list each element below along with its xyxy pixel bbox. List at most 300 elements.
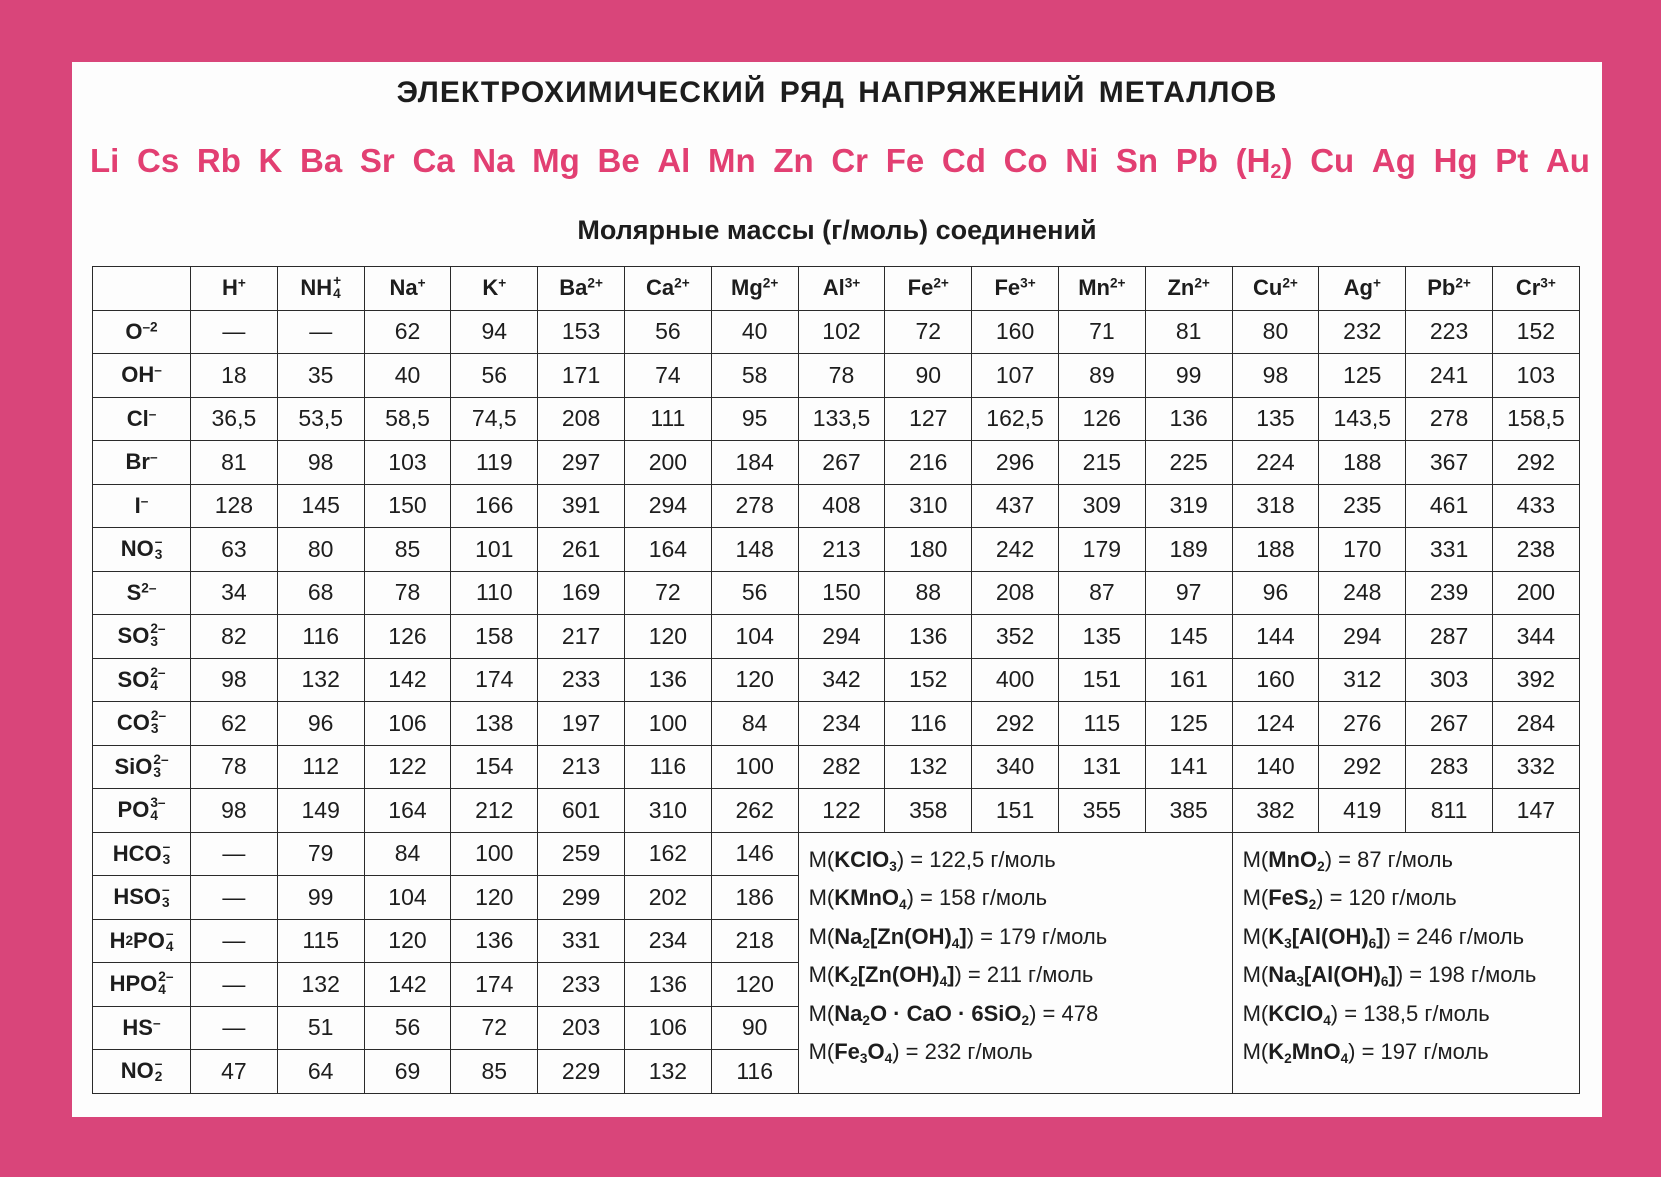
formula-line: $M(K_3[Al(OH)_6]) = 246$ г/моль (1242, 923, 1525, 951)
molar-mass-cell: 208 (972, 571, 1059, 615)
molar-mass-cell: 170 (1319, 528, 1406, 572)
molar-mass-cell: 284 (1492, 702, 1579, 746)
molar-mass-cell: 303 (1406, 658, 1493, 702)
molar-mass-cell: 188 (1319, 441, 1406, 485)
molar-mass-cell: 239 (1406, 571, 1493, 615)
molar-mass-cell: 233 (538, 658, 625, 702)
series-metal: $(H_2)$ (1235, 142, 1293, 183)
molar-mass-cell: 283 (1406, 745, 1493, 789)
cation-header: $Cr^{3+}$ (1492, 267, 1579, 311)
molar-mass-cell: 203 (538, 1006, 625, 1050)
header-row (93, 267, 1580, 311)
table-row (93, 484, 1580, 528)
molar-mass-cell: 84 (364, 832, 451, 876)
molar-mass-cell: 35 (277, 354, 364, 398)
formulas-right-block (1232, 832, 1579, 1093)
molar-mass-cell: 78 (191, 745, 278, 789)
molar-mass-cell: 132 (277, 963, 364, 1007)
molar-mass-cell: 292 (1319, 745, 1406, 789)
molar-mass-cell: 276 (1319, 702, 1406, 746)
molar-mass-cell: 78 (798, 354, 885, 398)
molar-mass-cell: 131 (1058, 745, 1145, 789)
molar-mass-cell: 319 (1145, 484, 1232, 528)
molar-mass-cell: 267 (1406, 702, 1493, 746)
series-metal: Ca (412, 142, 455, 179)
formula-line: M(KClO$_4$) = 138,5 г/моль (1242, 1000, 1490, 1028)
formula-line: $M(K_2[Zn(OH)_4]) = 211$ г/моль (808, 962, 1094, 990)
molar-mass-cell: 136 (624, 658, 711, 702)
series-metal: Fe (885, 142, 925, 179)
molar-mass-cell: 148 (711, 528, 798, 572)
molar-mass-cell: 136 (624, 963, 711, 1007)
molar-mass-cell: 81 (191, 441, 278, 485)
molar-mass-cell: 98 (191, 658, 278, 702)
anion-header: NO – 3 (93, 528, 191, 572)
cation-header: $Mn^{2+}$ (1058, 267, 1145, 311)
molar-mass-cell: 136 (451, 919, 538, 963)
molar-mass-cell: 141 (1145, 745, 1232, 789)
molar-mass-cell: 135 (1058, 615, 1145, 659)
molar-mass-cell: 189 (1145, 528, 1232, 572)
molar-mass-cell: 332 (1492, 745, 1579, 789)
molar-mass-cell: 234 (798, 702, 885, 746)
molar-mass-cell: 299 (538, 876, 625, 920)
anion-header: SO 2– 3 (93, 615, 191, 659)
molar-mass-cell: 111 (624, 397, 711, 441)
molar-mass-cell: 56 (364, 1006, 451, 1050)
molar-mass-cell: 140 (1232, 745, 1319, 789)
molar-mass-cell: 145 (277, 484, 364, 528)
molar-mass-cell: 103 (1492, 354, 1579, 398)
molar-mass-cell: 142 (364, 963, 451, 1007)
table-row (93, 310, 1580, 354)
molar-mass-cell: 107 (972, 354, 1059, 398)
molar-mass-cell: 158,5 (1492, 397, 1579, 441)
molar-mass-cell: 132 (885, 745, 972, 789)
molar-mass-cell: 150 (364, 484, 451, 528)
cation-header: $Fe^{2+}$ (885, 267, 972, 311)
molar-mass-cell: 96 (277, 702, 364, 746)
molar-mass-cell: 197 (538, 702, 625, 746)
molar-mass-cell: 278 (1406, 397, 1493, 441)
table-row (93, 832, 1580, 876)
molar-mass-cell: 169 (538, 571, 625, 615)
series-metal: Mg (532, 142, 580, 179)
molar-mass-cell: 248 (1319, 571, 1406, 615)
molar-mass-cell: 151 (1058, 658, 1145, 702)
molar-mass-cell: 166 (451, 484, 538, 528)
molar-mass-cell: 132 (624, 1050, 711, 1094)
molar-mass-cell: 186 (711, 876, 798, 920)
page-title: ЭЛЕКТРОХИМИЧЕСКИЙ РЯД НАПРЯЖЕНИЙ МЕТАЛЛОВ (396, 76, 1278, 109)
molar-mass-table (92, 266, 1580, 1094)
series-metal: Hg (1433, 142, 1478, 179)
table-row (93, 441, 1580, 485)
molar-mass-cell: 112 (277, 745, 364, 789)
molar-mass-cell: 294 (798, 615, 885, 659)
molar-mass-cell: 94 (451, 310, 538, 354)
molar-mass-cell: 238 (1492, 528, 1579, 572)
molar-mass-cell: — (191, 832, 278, 876)
table-subtitle: Молярные массы (г/моль) соединений (577, 215, 1097, 245)
molar-mass-cell: 235 (1319, 484, 1406, 528)
molar-mass-cell: 80 (277, 528, 364, 572)
molar-mass-cell: 143,5 (1319, 397, 1406, 441)
molar-mass-cell: 331 (538, 919, 625, 963)
molar-mass-cell: 95 (711, 397, 798, 441)
molar-mass-cell: 419 (1319, 789, 1406, 833)
molar-mass-cell: 63 (191, 528, 278, 572)
molar-mass-cell: 312 (1319, 658, 1406, 702)
molar-mass-cell: 89 (1058, 354, 1145, 398)
molar-mass-cell: 136 (885, 615, 972, 659)
molar-mass-cell: 202 (624, 876, 711, 920)
series-metal: Rb (196, 142, 241, 179)
molar-mass-cell: 68 (277, 571, 364, 615)
molar-mass-cell: 262 (711, 789, 798, 833)
molar-mass-cell: 342 (798, 658, 885, 702)
molar-mass-cell: 331 (1406, 528, 1493, 572)
molar-mass-cell: 74 (624, 354, 711, 398)
table-row (93, 528, 1580, 572)
molar-mass-cell: 224 (1232, 441, 1319, 485)
cation-header: NH + 4 (277, 267, 364, 311)
molar-mass-cell: 292 (1492, 441, 1579, 485)
molar-mass-cell: 164 (364, 789, 451, 833)
molar-mass-cell: 47 (191, 1050, 278, 1094)
molar-mass-cell: 180 (885, 528, 972, 572)
series-metal: Ag (1371, 142, 1416, 179)
molar-mass-cell: 81 (1145, 310, 1232, 354)
molar-mass-cell: 100 (624, 702, 711, 746)
table-row (93, 397, 1580, 441)
molar-mass-cell: 153 (538, 310, 625, 354)
molar-mass-cell: 287 (1406, 615, 1493, 659)
molar-mass-cell: 36,5 (191, 397, 278, 441)
molar-mass-cell: 56 (711, 571, 798, 615)
molar-mass-cell: 309 (1058, 484, 1145, 528)
series-metal: Sn (1115, 142, 1159, 179)
molar-mass-cell: 146 (711, 832, 798, 876)
anion-header: $S^{2-}$ (93, 571, 191, 615)
molar-mass-cell: 811 (1406, 789, 1493, 833)
molar-mass-cell: 132 (277, 658, 364, 702)
molar-mass-cell: 223 (1406, 310, 1493, 354)
molar-mass-cell: 79 (277, 832, 364, 876)
table-row (93, 702, 1580, 746)
molar-mass-cell: 152 (1492, 310, 1579, 354)
molar-mass-cell: 234 (624, 919, 711, 963)
molar-mass-cell: 102 (798, 310, 885, 354)
molar-mass-cell: 120 (711, 658, 798, 702)
molar-mass-cell: 151 (972, 789, 1059, 833)
series-metal: Cu (1310, 142, 1355, 179)
molar-mass-cell: 71 (1058, 310, 1145, 354)
series-metal: Na (472, 142, 515, 179)
molar-mass-cell: 179 (1058, 528, 1145, 572)
molar-mass-cell: 119 (451, 441, 538, 485)
molar-mass-cell: 116 (885, 702, 972, 746)
molar-mass-cell: 433 (1492, 484, 1579, 528)
molar-mass-cell: — (191, 919, 278, 963)
molar-mass-cell: 358 (885, 789, 972, 833)
molar-mass-cell: 78 (364, 571, 451, 615)
molar-mass-cell: 18 (191, 354, 278, 398)
cation-header: $Al^{3+}$ (798, 267, 885, 311)
molar-mass-cell: 84 (711, 702, 798, 746)
molar-mass-cell: 62 (191, 702, 278, 746)
molar-mass-cell: 120 (451, 876, 538, 920)
molar-mass-cell: 154 (451, 745, 538, 789)
molar-mass-cell: 104 (711, 615, 798, 659)
molar-mass-cell: — (191, 963, 278, 1007)
molar-mass-cell: 267 (798, 441, 885, 485)
molar-mass-cell: 382 (1232, 789, 1319, 833)
molar-mass-cell: 128 (191, 484, 278, 528)
molar-mass-cell: — (191, 310, 278, 354)
molar-mass-cell: 145 (1145, 615, 1232, 659)
series-metal: Pt (1495, 142, 1529, 179)
formula-line: $M(K_2MnO_4) = 197$ г/моль (1242, 1039, 1489, 1067)
series-metal: Cd (941, 142, 986, 179)
molar-mass-cell: — (191, 876, 278, 920)
molar-mass-cell: 74,5 (451, 397, 538, 441)
molar-mass-cell: 64 (277, 1050, 364, 1094)
molar-mass-cell: 437 (972, 484, 1059, 528)
molar-mass-cell: 218 (711, 919, 798, 963)
molar-mass-cell: 318 (1232, 484, 1319, 528)
molar-mass-cell: 400 (972, 658, 1059, 702)
reference-card (72, 62, 1602, 1117)
molar-mass-cell: 72 (885, 310, 972, 354)
molar-mass-cell: 352 (972, 615, 1059, 659)
anion-header: CO 2– 3 (93, 702, 191, 746)
molar-mass-cell: 200 (624, 441, 711, 485)
cation-header: $Pb^{2+}$ (1406, 267, 1493, 311)
anion-header: HPO 2– 4 (93, 963, 191, 1007)
molar-mass-cell: 126 (1058, 397, 1145, 441)
molar-mass-cell: 147 (1492, 789, 1579, 833)
molar-mass-cell: 98 (277, 441, 364, 485)
anion-header: HSO – 3 (93, 876, 191, 920)
cation-header: H+ (191, 267, 278, 311)
molar-mass-cell: 162,5 (972, 397, 1059, 441)
molar-mass-cell: 72 (624, 571, 711, 615)
formula-line: $M(Na_2[Zn(OH)_4]) = 179$ г/моль (808, 923, 1108, 951)
molar-mass-cell: 88 (885, 571, 972, 615)
molar-mass-cell: 340 (972, 745, 1059, 789)
anion-header: OH– (93, 354, 191, 398)
molar-mass-cell: 259 (538, 832, 625, 876)
molar-mass-cell: 294 (624, 484, 711, 528)
molar-mass-cell: 392 (1492, 658, 1579, 702)
molar-mass-cell: 213 (538, 745, 625, 789)
molar-mass-cell: 116 (711, 1050, 798, 1094)
molar-mass-cell: 58 (711, 354, 798, 398)
cation-header: $Ba^{2+}$ (538, 267, 625, 311)
molar-mass-cell: 100 (711, 745, 798, 789)
corner-cell (93, 267, 191, 311)
molar-mass-cell: 87 (1058, 571, 1145, 615)
molar-mass-cell: 34 (191, 571, 278, 615)
molar-mass-cell: 124 (1232, 702, 1319, 746)
molar-mass-cell: 90 (885, 354, 972, 398)
anion-header: SiO 2– 3 (93, 745, 191, 789)
series-metal: Zn (773, 142, 814, 179)
molar-mass-cell: 56 (451, 354, 538, 398)
molar-mass-cell: 355 (1058, 789, 1145, 833)
cation-header: Na+ (364, 267, 451, 311)
molar-mass-cell: 69 (364, 1050, 451, 1094)
molar-mass-cell: 72 (451, 1006, 538, 1050)
formula-line: M(KClO$_3$) = 122,5 г/моль (808, 846, 1056, 874)
molar-mass-cell: 126 (364, 615, 451, 659)
molar-mass-cell: 106 (624, 1006, 711, 1050)
molar-mass-cell: 208 (538, 397, 625, 441)
molar-mass-cell: 367 (1406, 441, 1493, 485)
cation-header: $Fe^{3+}$ (972, 267, 1059, 311)
series-metal: Mn (708, 142, 756, 179)
molar-mass-cell: 297 (538, 441, 625, 485)
anion-header: $O^{-2}$ (93, 310, 191, 354)
molar-mass-cell: 120 (711, 963, 798, 1007)
molar-mass-cell: 278 (711, 484, 798, 528)
molar-mass-cell: 142 (364, 658, 451, 702)
cation-header: $Ca^{2+}$ (624, 267, 711, 311)
electrochemical-series (90, 142, 1590, 183)
molar-mass-cell: 161 (1145, 658, 1232, 702)
table-row (93, 658, 1580, 702)
molar-mass-cell: 212 (451, 789, 538, 833)
molar-mass-cell: 85 (451, 1050, 538, 1094)
series-metal: Li (90, 142, 120, 179)
molar-mass-cell: 200 (1492, 571, 1579, 615)
molar-mass-cell: 385 (1145, 789, 1232, 833)
molar-mass-cell: 106 (364, 702, 451, 746)
molar-mass-cell: 122 (798, 789, 885, 833)
molar-mass-cell: 127 (885, 397, 972, 441)
molar-mass-cell: 149 (277, 789, 364, 833)
molar-mass-cell: 100 (451, 832, 538, 876)
series-metal: Co (1003, 142, 1048, 179)
molar-mass-cell: 40 (711, 310, 798, 354)
anion-header: PO 3– 4 (93, 789, 191, 833)
molar-mass-cell: 601 (538, 789, 625, 833)
table-row (93, 789, 1580, 833)
formula-line: $M(Fe_3O_4) = 232$ г/моль (808, 1039, 1033, 1067)
formula-line: $M(Na_2O$ · CaO · 6SiO$_2$) = 478 (808, 1000, 1099, 1028)
molar-mass-cell: 120 (624, 615, 711, 659)
molar-mass-cell: 217 (538, 615, 625, 659)
molar-mass-cell: 115 (1058, 702, 1145, 746)
molar-mass-cell: 125 (1319, 354, 1406, 398)
anion-header: HCO – 3 (93, 832, 191, 876)
anion-header: Cl– (93, 397, 191, 441)
cation-header: Ag+ (1319, 267, 1406, 311)
molar-mass-cell: 162 (624, 832, 711, 876)
molar-mass-cell: 215 (1058, 441, 1145, 485)
molar-mass-cell: 232 (1319, 310, 1406, 354)
molar-mass-cell: 97 (1145, 571, 1232, 615)
molar-mass-cell: 241 (1406, 354, 1493, 398)
molar-mass-cell: 99 (277, 876, 364, 920)
molar-mass-cell: 408 (798, 484, 885, 528)
molar-mass-cell: 171 (538, 354, 625, 398)
molar-mass-cell: 150 (798, 571, 885, 615)
cation-header: $Zn^{2+}$ (1145, 267, 1232, 311)
series-metal: Cr (831, 142, 869, 179)
molar-mass-cell: 188 (1232, 528, 1319, 572)
table-row (93, 354, 1580, 398)
anion-header: Br– (93, 441, 191, 485)
molar-mass-cell: 115 (277, 919, 364, 963)
molar-mass-cell: 58,5 (364, 397, 451, 441)
molar-mass-cell: — (191, 1006, 278, 1050)
series-metal: Al (657, 142, 691, 179)
molar-mass-cell: 40 (364, 354, 451, 398)
molar-mass-cell: 242 (972, 528, 1059, 572)
series-metal: Ba (300, 142, 343, 179)
molar-mass-cell: 391 (538, 484, 625, 528)
molar-mass-cell: 120 (364, 919, 451, 963)
molar-mass-cell: 80 (1232, 310, 1319, 354)
molar-mass-cell: 344 (1492, 615, 1579, 659)
molar-mass-cell: 292 (972, 702, 1059, 746)
molar-mass-cell: 160 (972, 310, 1059, 354)
molar-mass-cell: 216 (885, 441, 972, 485)
series-metal: Au (1545, 142, 1590, 179)
table-row (93, 571, 1580, 615)
molar-mass-cell: 116 (624, 745, 711, 789)
series-metal: Pb (1175, 142, 1218, 179)
molar-mass-cell: 125 (1145, 702, 1232, 746)
molar-mass-cell: 101 (451, 528, 538, 572)
molar-mass-cell: 225 (1145, 441, 1232, 485)
table-row (93, 615, 1580, 659)
molar-mass-cell: 110 (451, 571, 538, 615)
molar-mass-cell: 282 (798, 745, 885, 789)
molar-mass-cell: 56 (624, 310, 711, 354)
molar-mass-cell: 174 (451, 658, 538, 702)
anion-header: HS– (93, 1006, 191, 1050)
molar-mass-cell: 461 (1406, 484, 1493, 528)
molar-mass-cell: 53,5 (277, 397, 364, 441)
table-row (93, 745, 1580, 789)
molar-mass-cell: 296 (972, 441, 1059, 485)
molar-mass-cell: 104 (364, 876, 451, 920)
molar-mass-cell: 99 (1145, 354, 1232, 398)
molar-mass-cell: 229 (538, 1050, 625, 1094)
anion-header: I– (93, 484, 191, 528)
molar-mass-cell: 51 (277, 1006, 364, 1050)
molar-mass-cell: 152 (885, 658, 972, 702)
cation-header: $Mg^{2+}$ (711, 267, 798, 311)
series-metal: Cs (137, 142, 180, 179)
molar-mass-cell: 310 (885, 484, 972, 528)
molar-mass-cell: 138 (451, 702, 538, 746)
cation-header: K+ (451, 267, 538, 311)
molar-mass-cell: 158 (451, 615, 538, 659)
molar-mass-cell: 184 (711, 441, 798, 485)
molar-mass-cell: 144 (1232, 615, 1319, 659)
molar-mass-cell: 174 (451, 963, 538, 1007)
molar-mass-cell: 62 (364, 310, 451, 354)
molar-mass-cell: — (277, 310, 364, 354)
cation-header: $Cu^{2+}$ (1232, 267, 1319, 311)
molar-mass-cell: 85 (364, 528, 451, 572)
molar-mass-cell: 294 (1319, 615, 1406, 659)
molar-mass-cell: 82 (191, 615, 278, 659)
